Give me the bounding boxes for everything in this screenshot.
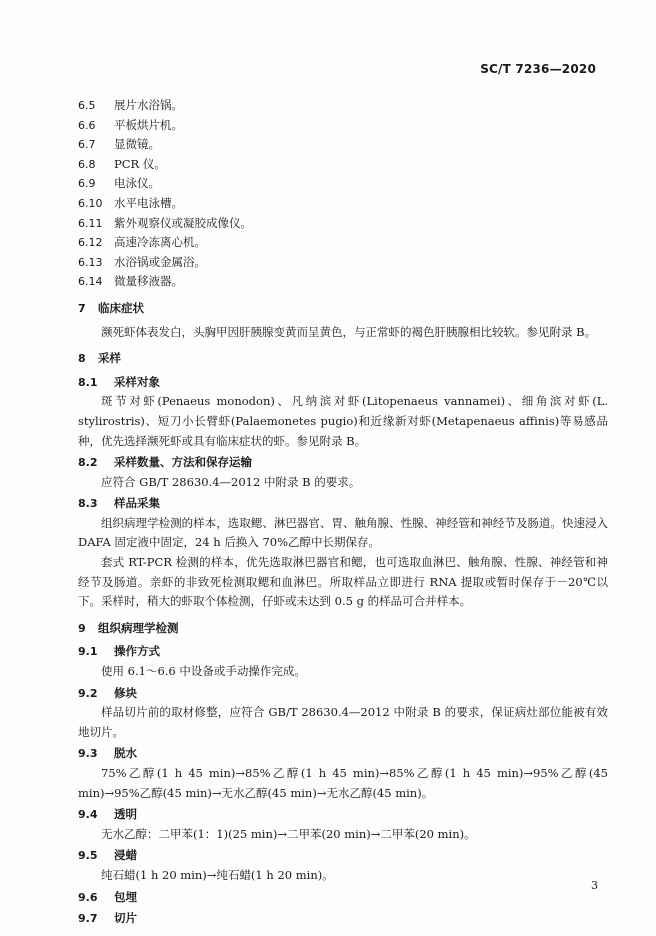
list-item: 6.12 高速冷冻离心机。 [78, 235, 206, 250]
subsection-heading: 8.1 采样对象 [78, 374, 160, 389]
list-item: 6.9 电泳仪。 [78, 176, 160, 191]
list-item: 6.5 展片水浴锅。 [78, 98, 183, 112]
paragraph: 使用 6.1～6.6 中设备或手动操作完成。 [101, 664, 306, 679]
subsection-heading: 9.4 透明 [78, 807, 137, 822]
paragraph: 75%乙醇(1 h 45 min)→85%乙醇(1 h 45 min)→85%乙醇(1 h 45 min)→95%乙醇(45 min)→95%乙醇(45 min)→无水乙醇(45 min)→无水乙醇(45 min)。 [78, 766, 608, 800]
list-item: 6.8 PCR 仪。 [78, 156, 166, 171]
subsection-heading: 9.7 切片 [78, 911, 137, 926]
page-number: 3 [591, 879, 598, 892]
subsection-heading: 9.3 脱水 [78, 746, 137, 761]
subsection-heading: 9.2 修块 [78, 685, 137, 700]
list-item: 6.6 平板烘片机。 [78, 117, 183, 132]
subsection-heading: 9.1 操作方式 [78, 644, 160, 659]
paragraph: 纯石蜡(1 h 20 min)→纯石蜡(1 h 20 min)。 [101, 867, 334, 882]
paragraph: 组织病理学检测的样本，选取鳃、淋巴器官、胃、触角腺、性腺、神经管和神经节及肠道。快速浸入 DAFA 固定液中固定，24 h 后换入 70%乙醇中长期保存。 [78, 515, 608, 550]
paragraph: 无水乙醇：二甲苯(1：1)(25 min)→二甲苯(20 min)→二甲苯(20 min)。 [101, 826, 476, 841]
section-heading: 8 采样 [78, 351, 121, 366]
paragraph: 套式 RT-PCR 检测的样本，优先选取淋巴器官和鳃，也可选取血淋巴、触角腺、性腺、神经管和神经节及肠道。亲虾的非致死检测取鳃和血淋巴。所取样品立即进行 RNA 提取或暂时保存于－20℃以下。采样时，稍大的虾取个体检测，仔虾或未达到 0.5 g 的样品可合并样本。 [78, 555, 608, 609]
list-item: 6.11 紫外观察仪或凝胶成像仪。 [78, 215, 252, 230]
paragraph: 斑节对虾(Penaeus monodon)、凡纳滨对虾(Litopenaeus vannamei)、细角滨对虾(L. stylirostris)、短刀小长臂虾(Palaemonetes pugio)和近缘新对虾(Metapenaeus affinis)等易感品种，优先选择濒死虾或具有临床症状的虾。参见附录 B。 [78, 394, 608, 448]
subsection-heading: 9.6 包埋 [78, 889, 137, 904]
section-heading: 9 组织病理学检测 [78, 620, 179, 635]
paragraph: 应符合 GB/T 28630.4—2012 中附录 B 的要求。 [101, 474, 361, 489]
list-item: 6.7 显微镜。 [78, 137, 160, 152]
list-item: 6.10 水平电泳槽。 [78, 195, 183, 210]
standard-code: SC/T 7236—2020 [480, 62, 596, 76]
subsection-heading: 8.2 采样数量、方法和保存运输 [78, 455, 252, 470]
list-item: 6.14 微量移液器。 [78, 274, 183, 289]
document-body [78, 96, 608, 929]
paragraph: 样品切片前的取材修整，应符合 GB/T 28630.4—2012 中附录 B 的要求，保证病灶部位能被有效地切片。 [78, 705, 608, 739]
subsection-heading: 9.5 浸蜡 [78, 848, 137, 863]
equipment-list [78, 96, 608, 292]
section-heading: 7 临床症状 [78, 300, 144, 315]
list-item: 6.13 水浴锅或金属浴。 [78, 254, 206, 269]
subsection-heading: 8.3 样品采集 [78, 496, 160, 511]
paragraph: 濒死虾体表发白，头胸甲因肝胰腺变黄而呈黄色，与正常虾的褐色肝胰腺相比较软。参见附录 B。 [101, 324, 597, 339]
